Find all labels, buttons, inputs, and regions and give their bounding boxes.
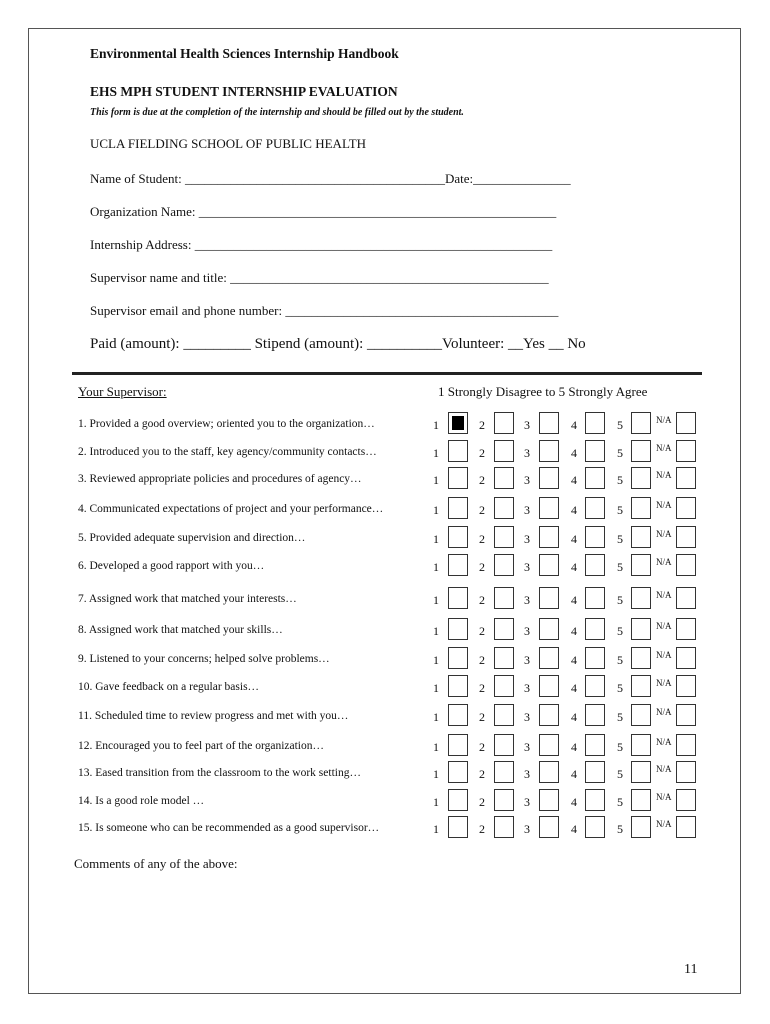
rating-number: 5 (617, 740, 623, 754)
rating-checkbox-4[interactable] (585, 497, 605, 519)
rating-number: 4 (571, 767, 577, 781)
rating-checkbox-4[interactable] (585, 675, 605, 697)
na-label: N/A (656, 764, 672, 774)
rating-number: 1 (433, 653, 439, 667)
rating-checkbox-2[interactable] (494, 618, 514, 640)
rating-number: 4 (571, 593, 577, 607)
na-label: N/A (656, 470, 672, 480)
rating-checkbox-5[interactable] (631, 412, 651, 434)
rating-checkbox-5[interactable] (631, 816, 651, 838)
question-text: 12. Encouraged you to feel part of the organization… (78, 740, 324, 752)
rating-checkbox-4[interactable] (585, 647, 605, 669)
rating-checkbox-2[interactable] (494, 497, 514, 519)
rating-number: 4 (571, 795, 577, 809)
rating-checkbox-2[interactable] (494, 704, 514, 726)
rating-number: 4 (571, 560, 577, 574)
rating-number: 2 (479, 532, 485, 546)
form-title: EHS MPH STUDENT INTERNSHIP EVALUATION (90, 84, 398, 99)
rating-number: 1 (433, 593, 439, 607)
rating-number: 2 (479, 710, 485, 724)
rating-checkbox-3[interactable] (539, 440, 559, 462)
rating-number: 3 (524, 710, 530, 724)
rating-checkbox-5[interactable] (631, 467, 651, 489)
rating-number: 4 (571, 822, 577, 836)
rating-checkbox-1[interactable] (448, 647, 468, 669)
handbook-title: Environmental Health Sciences Internship Handbook (90, 46, 399, 61)
rating-checkbox-3[interactable] (539, 467, 559, 489)
rating-checkbox-4[interactable] (585, 816, 605, 838)
rating-number: 4 (571, 473, 577, 487)
rating-number: 2 (479, 795, 485, 809)
question-text: 3. Reviewed appropriate policies and procedures of agency… (78, 473, 362, 485)
rating-number: 5 (617, 532, 623, 546)
rating-checkbox-1[interactable] (448, 816, 468, 838)
rating-number: 3 (524, 767, 530, 781)
na-label: N/A (656, 819, 672, 829)
rating-number: 1 (433, 446, 439, 460)
na-checkbox[interactable] (676, 647, 696, 669)
rating-number: 3 (524, 681, 530, 695)
rating-checkbox-5[interactable] (631, 789, 651, 811)
rating-checkbox-2[interactable] (494, 440, 514, 462)
rating-checkbox-4[interactable] (585, 554, 605, 576)
na-label: N/A (656, 529, 672, 539)
rating-checkbox-3[interactable] (539, 647, 559, 669)
school-name: UCLA FIELDING SCHOOL OF PUBLIC HEALTH (90, 136, 367, 151)
question-text: 14. Is a good role model … (78, 795, 205, 807)
rating-checkbox-2[interactable] (494, 647, 514, 669)
rating-checkbox-3[interactable] (539, 554, 559, 576)
section-title: Your Supervisor: (78, 384, 167, 399)
rating-number: 1 (433, 503, 439, 517)
rating-checkbox-1[interactable] (448, 497, 468, 519)
question-text: 10. Gave feedback on a regular basis… (78, 681, 260, 693)
due-note: This form is due at the completion of the internship and should be filled out by the student. (90, 107, 464, 118)
rating-checkbox-1[interactable] (448, 704, 468, 726)
rating-number: 2 (479, 473, 485, 487)
rating-checkbox-3[interactable] (539, 412, 559, 434)
rating-number: 4 (571, 740, 577, 754)
na-label: N/A (656, 678, 672, 688)
question-text: 5. Provided adequate supervision and direction… (78, 532, 306, 544)
rating-checkbox-1[interactable] (448, 440, 468, 462)
rating-checkbox-5[interactable] (631, 618, 651, 640)
na-label: N/A (656, 707, 672, 717)
rating-checkbox-2[interactable] (494, 526, 514, 548)
rating-number: 5 (617, 560, 623, 574)
rating-number: 2 (479, 503, 485, 517)
rating-checkbox-1[interactable] (448, 526, 468, 548)
rating-checkbox-5[interactable] (631, 526, 651, 548)
rating-checkbox-2[interactable] (494, 675, 514, 697)
rating-checkbox-1[interactable] (448, 618, 468, 640)
rating-checkbox-5[interactable] (631, 647, 651, 669)
rating-checkbox-3[interactable] (539, 618, 559, 640)
question-text: 9. Listened to your concerns; helped solve problems… (78, 653, 330, 665)
page-number: 11 (684, 962, 698, 977)
rating-checkbox-4[interactable] (585, 789, 605, 811)
question-text: 15. Is someone who can be recommended as a good supervisor… (78, 822, 380, 834)
rating-number: 3 (524, 795, 530, 809)
question-text: 1. Provided a good overview; oriented you to the organization… (78, 418, 375, 430)
rating-checkbox-5[interactable] (631, 587, 651, 609)
rating-checkbox-1[interactable] (448, 734, 468, 756)
rating-number: 2 (479, 560, 485, 574)
rating-number: 5 (617, 795, 623, 809)
supervisor-contact-field[interactable]: Supervisor email and phone number: __________________________________________ (90, 303, 559, 318)
rating-number: 5 (617, 710, 623, 724)
rating-number: 4 (571, 710, 577, 724)
scale-legend: 1 Strongly Disagree to 5 Strongly Agree (438, 384, 648, 399)
rating-number: 3 (524, 446, 530, 460)
na-checkbox[interactable] (676, 467, 696, 489)
rating-number: 1 (433, 822, 439, 836)
rating-checkbox-3[interactable] (539, 526, 559, 548)
rating-checkbox-2[interactable] (494, 816, 514, 838)
rating-number: 5 (617, 624, 623, 638)
rating-number: 2 (479, 740, 485, 754)
na-checkbox[interactable] (676, 526, 696, 548)
rating-number: 4 (571, 503, 577, 517)
supervisor-name-title-field[interactable]: Supervisor name and title: _________________________________________________ (90, 270, 549, 285)
rating-number: 3 (524, 503, 530, 517)
rating-checkbox-1[interactable] (448, 675, 468, 697)
rating-checkbox-1[interactable] (448, 412, 468, 434)
rating-checkbox-2[interactable] (494, 554, 514, 576)
rating-number: 5 (617, 593, 623, 607)
organization-name-field[interactable]: Organization Name: _______________________________________________________ (90, 204, 557, 219)
rating-number: 3 (524, 653, 530, 667)
rating-number: 3 (524, 822, 530, 836)
rating-number: 5 (617, 418, 623, 432)
na-checkbox[interactable] (676, 440, 696, 462)
rating-number: 1 (433, 681, 439, 695)
na-checkbox[interactable] (676, 675, 696, 697)
rating-number: 1 (433, 710, 439, 724)
rating-checkbox-5[interactable] (631, 440, 651, 462)
rating-checkbox-5[interactable] (631, 704, 651, 726)
rating-number: 1 (433, 418, 439, 432)
na-checkbox[interactable] (676, 497, 696, 519)
question-text: 4. Communicated expectations of project and your performance… (78, 503, 384, 515)
rating-checkbox-4[interactable] (585, 412, 605, 434)
rating-number: 1 (433, 532, 439, 546)
question-text: 2. Introduced you to the staff, key agency/community contacts… (78, 446, 377, 458)
rating-checkbox-3[interactable] (539, 761, 559, 783)
rating-number: 1 (433, 795, 439, 809)
compensation-line[interactable]: Paid (amount): _________ Stipend (amount): __________Volunteer: __Yes __ No (90, 336, 586, 352)
rating-number: 2 (479, 822, 485, 836)
rating-number: 4 (571, 681, 577, 695)
rating-number: 5 (617, 503, 623, 517)
rating-checkbox-3[interactable] (539, 587, 559, 609)
rating-number: 2 (479, 418, 485, 432)
question-text: 11. Scheduled time to review progress and met with you… (78, 710, 349, 722)
rating-number: 2 (479, 593, 485, 607)
rating-checkbox-2[interactable] (494, 761, 514, 783)
rating-number: 3 (524, 740, 530, 754)
student-name-date-field[interactable]: Name of Student: ________________________________________Date:_______________ (90, 171, 571, 186)
rating-checkbox-5[interactable] (631, 497, 651, 519)
question-text: 7. Assigned work that matched your interests… (78, 593, 297, 605)
rating-checkbox-3[interactable] (539, 789, 559, 811)
rating-checkbox-2[interactable] (494, 734, 514, 756)
rating-number: 1 (433, 560, 439, 574)
rating-number: 3 (524, 418, 530, 432)
rating-checkbox-5[interactable] (631, 761, 651, 783)
na-label: N/A (656, 792, 672, 802)
na-label: N/A (656, 650, 672, 660)
question-text: 13. Eased transition from the classroom to the work setting… (78, 767, 361, 779)
rating-checkbox-1[interactable] (448, 467, 468, 489)
rating-checkbox-1[interactable] (448, 554, 468, 576)
na-checkbox[interactable] (676, 789, 696, 811)
na-label: N/A (656, 737, 672, 747)
rating-checkbox-4[interactable] (585, 734, 605, 756)
na-checkbox[interactable] (676, 704, 696, 726)
question-text: 6. Developed a good rapport with you… (78, 560, 265, 572)
question-text: 8. Assigned work that matched your skills… (78, 624, 283, 636)
na-label: N/A (656, 415, 672, 425)
rating-checkbox-1[interactable] (448, 789, 468, 811)
rating-checkbox-3[interactable] (539, 704, 559, 726)
rating-checkbox-2[interactable] (494, 587, 514, 609)
na-checkbox[interactable] (676, 734, 696, 756)
na-checkbox[interactable] (676, 587, 696, 609)
rating-checkbox-4[interactable] (585, 761, 605, 783)
rating-number: 2 (479, 767, 485, 781)
rating-number: 2 (479, 681, 485, 695)
rating-number: 4 (571, 446, 577, 460)
rating-checkbox-4[interactable] (585, 587, 605, 609)
rating-number: 1 (433, 767, 439, 781)
na-checkbox[interactable] (676, 618, 696, 640)
rating-checkbox-5[interactable] (631, 554, 651, 576)
rating-checkbox-5[interactable] (631, 734, 651, 756)
rating-number: 1 (433, 624, 439, 638)
rating-checkbox-4[interactable] (585, 467, 605, 489)
na-checkbox[interactable] (676, 816, 696, 838)
rating-checkbox-4[interactable] (585, 618, 605, 640)
rating-number: 2 (479, 653, 485, 667)
na-label: N/A (656, 590, 672, 600)
section-divider (72, 372, 702, 375)
rating-number: 3 (524, 624, 530, 638)
rating-checkbox-2[interactable] (494, 789, 514, 811)
rating-number: 3 (524, 560, 530, 574)
rating-number: 5 (617, 681, 623, 695)
rating-checkbox-4[interactable] (585, 440, 605, 462)
rating-checkbox-5[interactable] (631, 675, 651, 697)
rating-number: 3 (524, 473, 530, 487)
rating-number: 4 (571, 532, 577, 546)
rating-number: 1 (433, 740, 439, 754)
rating-number: 4 (571, 418, 577, 432)
na-label: N/A (656, 443, 672, 453)
rating-number: 2 (479, 446, 485, 460)
na-checkbox[interactable] (676, 412, 696, 434)
rating-checkbox-4[interactable] (585, 704, 605, 726)
rating-checkbox-3[interactable] (539, 497, 559, 519)
rating-checkbox-2[interactable] (494, 467, 514, 489)
comments-label: Comments of any of the above: (74, 856, 238, 871)
rating-number: 4 (571, 653, 577, 667)
internship-address-field[interactable]: Internship Address: _______________________________________________________ (90, 237, 553, 252)
rating-checkbox-1[interactable] (448, 587, 468, 609)
na-label: N/A (656, 621, 672, 631)
rating-number: 5 (617, 822, 623, 836)
na-label: N/A (656, 500, 672, 510)
rating-number: 1 (433, 473, 439, 487)
rating-checkbox-3[interactable] (539, 734, 559, 756)
rating-checkbox-3[interactable] (539, 816, 559, 838)
rating-number: 5 (617, 653, 623, 667)
rating-number: 5 (617, 767, 623, 781)
na-label: N/A (656, 557, 672, 567)
rating-number: 3 (524, 532, 530, 546)
na-checkbox[interactable] (676, 761, 696, 783)
rating-number: 4 (571, 624, 577, 638)
rating-number: 3 (524, 593, 530, 607)
rating-checkbox-2[interactable] (494, 412, 514, 434)
rating-number: 2 (479, 624, 485, 638)
rating-number: 5 (617, 446, 623, 460)
rating-checkbox-4[interactable] (585, 526, 605, 548)
rating-checkbox-3[interactable] (539, 675, 559, 697)
na-checkbox[interactable] (676, 554, 696, 576)
rating-checkbox-1[interactable] (448, 761, 468, 783)
rating-number: 5 (617, 473, 623, 487)
